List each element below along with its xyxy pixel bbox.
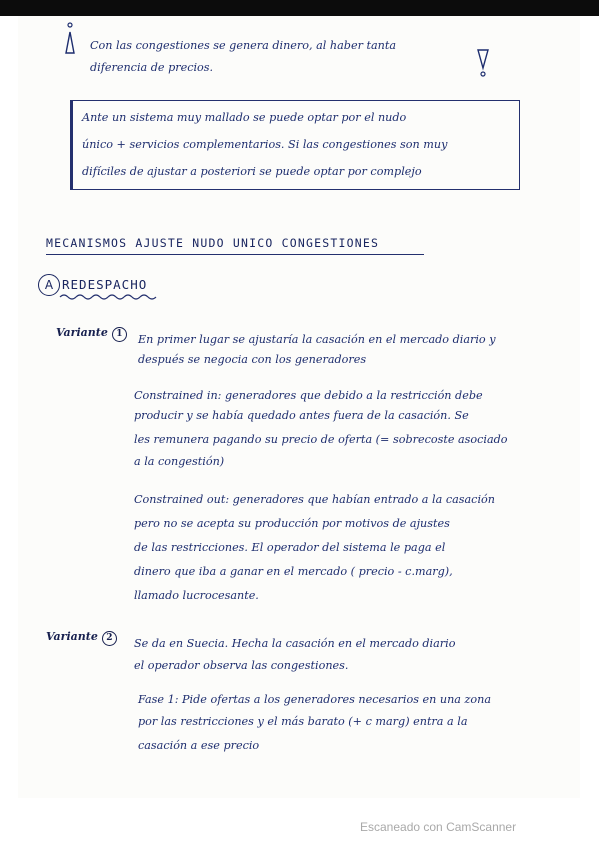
- constrained-out-line-2: pero no se acepta su producción por motivos de ajustes: [134, 517, 450, 530]
- fase-line-3: casación a ese precio: [138, 739, 260, 752]
- variant-1-line-1: En primer lugar se ajustaría la casación en el mercado diario y: [138, 333, 496, 346]
- fase-line-1: Fase 1: Pide ofertas a los generadores necesarios en una zona: [138, 693, 492, 706]
- box-line-1: Ante un sistema muy mallado se puede optar por el nudo: [82, 111, 407, 124]
- variant-2-line-2: el operador observa las congestiones.: [134, 659, 349, 672]
- section-heading: MECANISMOS AJUSTE NUDO UNICO CONGESTIONES: [46, 236, 380, 250]
- exclamation-icon-inverted: [476, 44, 490, 80]
- variant-1-label: [56, 326, 127, 342]
- fase-line-2: por las restricciones y el más barato (+ c marg) entra a la: [138, 715, 468, 728]
- variant-label-text: Variante: [46, 630, 98, 643]
- variant-1-line-2: después se negocia con los generadores: [138, 353, 367, 366]
- constrained-out-line-1: Constrained out: generadores que habían entrado a la casación: [134, 493, 495, 506]
- camscanner-watermark: Escaneado con CamScanner: [360, 820, 517, 834]
- box-line-2: único + servicios complementarios. Si las congestiones son muy: [82, 138, 448, 151]
- constrained-out-line-5: llamado lucrocesante.: [134, 589, 259, 602]
- constrained-in-line-4: a la congestión): [134, 455, 225, 468]
- wavy-underline: [58, 292, 162, 302]
- intro-line-2: diferencia de precios.: [90, 61, 214, 74]
- section-letter-badge: A: [38, 274, 60, 296]
- intro-line-1: Con las congestiones se genera dinero, al haber tanta: [90, 39, 397, 52]
- variant-2-label: [46, 630, 117, 646]
- scanner-top-bar: [0, 0, 599, 16]
- constrained-in-line-2: producir y se había quedado antes fuera de la casación. Se: [134, 409, 469, 422]
- constrained-out-line-4: dinero que iba a ganar en el mercado ( precio - c.marg),: [134, 565, 453, 578]
- box-line-3: difíciles de ajustar a posteriori se puede optar por complejo: [82, 165, 422, 178]
- heading-underline: [46, 254, 424, 255]
- variant-label-text: Variante: [56, 326, 108, 339]
- constrained-in-line-1: Constrained in: generadores que debido a la restricción debe: [134, 389, 483, 402]
- constrained-in-line-3: les remunera pagando su precio de oferta (= sobrecoste asociado: [134, 433, 508, 446]
- exclamation-icon: [64, 20, 76, 56]
- variant-2-line-1: Se da en Suecia. Hecha la casación en el mercado diario: [134, 637, 456, 650]
- constrained-out-line-3: de las restricciones. El operador del sistema le paga el: [134, 541, 446, 554]
- section-title: REDESPACHO: [62, 277, 148, 292]
- variant-number: 1: [112, 327, 127, 342]
- variant-number: 2: [102, 631, 117, 646]
